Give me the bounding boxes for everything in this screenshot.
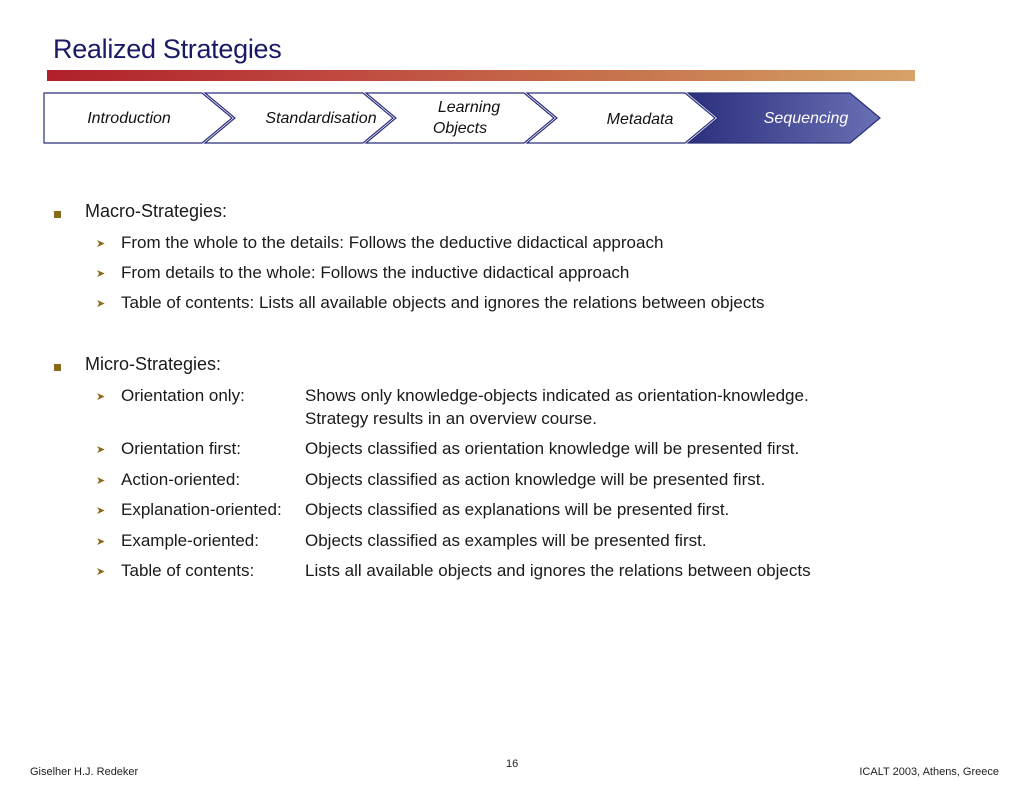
- micro-term: Action-oriented:: [121, 470, 241, 489]
- arrow-bullet-icon: ➤: [96, 444, 106, 456]
- arrow-bullet-icon: ➤: [96, 505, 106, 517]
- micro-desc: Objects classified as orientation knowledge will be presented first.: [305, 439, 800, 458]
- bullet-square-icon: [54, 364, 61, 371]
- nav-label-objects: Objects: [432, 120, 488, 137]
- micro-term: Orientation first:: [121, 439, 241, 458]
- micro-desc: Shows only knowledge-objects indicated as orientation-knowledge.: [305, 386, 809, 405]
- macro-heading: Macro-Strategies:: [85, 201, 228, 221]
- nav-label-introduction: Introduction: [87, 110, 171, 127]
- nav-label-standardisation: Standardisation: [265, 110, 377, 127]
- micro-desc-continued: Strategy results in an overview course.: [305, 409, 597, 428]
- micro-desc: Objects classified as examples will be presented first.: [305, 531, 707, 550]
- micro-term: Orientation only:: [121, 386, 245, 405]
- footer-author: Giselher H.J. Redeker: [30, 766, 139, 778]
- micro-term: Example-oriented:: [121, 531, 259, 550]
- arrow-bullet-icon: ➤: [96, 566, 106, 578]
- page-number: 16: [506, 758, 519, 770]
- micro-heading: Micro-Strategies:: [85, 354, 222, 374]
- macro-item: From details to the whole: Follows the inductive didactical approach: [121, 263, 630, 282]
- arrow-bullet-icon: ➤: [96, 536, 106, 548]
- arrow-bullet-icon: ➤: [96, 298, 106, 310]
- section-nav: [0, 0, 1024, 160]
- macro-item: Table of contents: Lists all available objects and ignores the relations between objects: [121, 293, 765, 312]
- micro-desc: Objects classified as action knowledge will be presented first.: [305, 470, 766, 489]
- nav-label-learning: Learning: [437, 99, 501, 116]
- micro-desc: Lists all available objects and ignores the relations between objects: [305, 561, 811, 580]
- slide-title: Realized Strategies: [53, 34, 282, 64]
- arrow-bullet-icon: ➤: [96, 475, 106, 487]
- nav-label-sequencing: Sequencing: [763, 110, 849, 127]
- macro-item: From the whole to the details: Follows the deductive didactical approach: [121, 233, 664, 252]
- footer-event: ICALT 2003, Athens, Greece: [859, 766, 999, 778]
- arrow-bullet-icon: ➤: [96, 391, 106, 403]
- bullet-square-icon: [54, 211, 61, 218]
- nav-label-metadata: Metadata: [606, 111, 674, 128]
- arrow-bullet-icon: ➤: [96, 238, 106, 250]
- micro-term: Explanation-oriented:: [121, 500, 282, 519]
- micro-term: Table of contents:: [121, 561, 255, 580]
- arrow-bullet-icon: ➤: [96, 268, 106, 280]
- micro-desc: Objects classified as explanations will be presented first.: [305, 500, 730, 519]
